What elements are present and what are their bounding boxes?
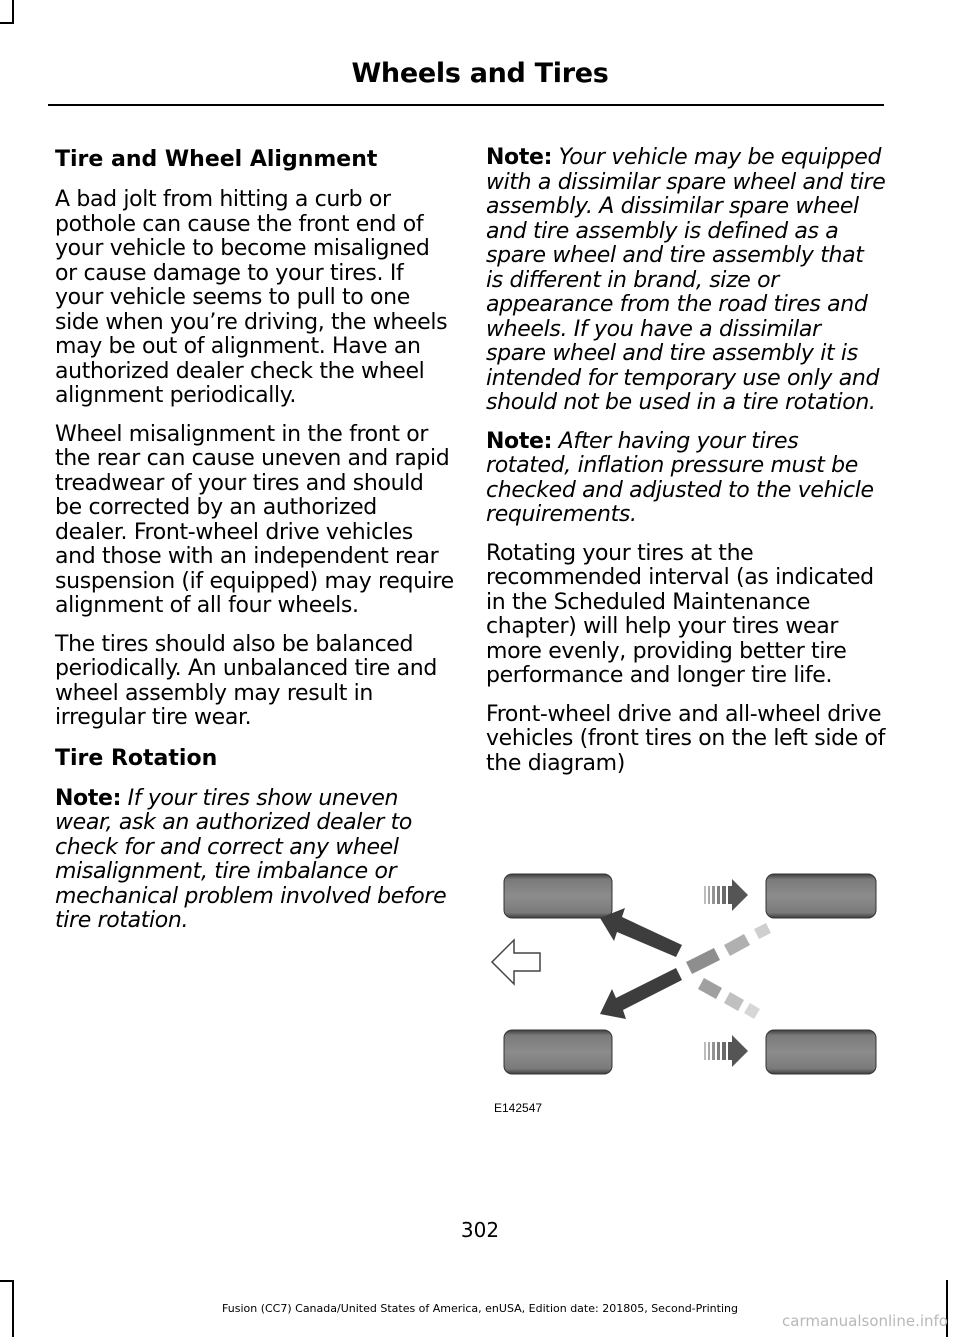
tire-rear-left <box>766 874 876 918</box>
note-text: Your vehicle may be equipped with a dissimilar spare wheel and tire assembly. A dissimilar spare wheel and tire assembly is defined as a spare wheel and tire assembly that is different in brand, size or appearance from the road tires and wheels. If you have a dissimilar spare wheel and tire assembly it is intended for temporary use only and should not be used in a tire rotation. <box>486 145 886 415</box>
rear-diagonal-dashes-icon <box>686 923 771 1019</box>
note <box>55 787 455 934</box>
note-lead: Note: <box>486 428 553 454</box>
tire-rotation-diagram <box>486 862 882 1120</box>
section-heading-alignment: Tire and Wheel Alignment <box>55 147 378 172</box>
note <box>486 430 886 528</box>
note-text: After having your tires rotated, inflation pressure must be checked and adjusted to the vehicle requirements. <box>486 428 874 527</box>
footer-edition: Fusion (CC7) Canada/United States of America, enUSA, Edition date: 201805, Second-Printing <box>222 1302 738 1315</box>
front-to-rear-arrow-icon <box>704 1035 748 1067</box>
figure-id: E142547 <box>494 1101 543 1115</box>
note-lead: Note: <box>486 145 553 170</box>
paragraph: Wheel misalignment in the front or the rear can cause uneven and rapid treadwear of your tires and should be corrected by an authorized dealer. Front-wheel drive vehicles and those with an independent rear suspension (if equipped) may require alignment of all four wheels. <box>55 421 454 618</box>
rear-to-front-cross-arrow-icon <box>600 908 682 1019</box>
paragraph: The tires should also be balanced periodically. An unbalanced tire and wheel assembly may result in irregular tire wear. <box>55 631 437 730</box>
crop-mark <box>0 1280 14 1282</box>
note-lead: Note: <box>55 785 122 811</box>
tire-rear-right <box>766 1030 876 1074</box>
right-column <box>486 146 886 790</box>
paragraph: Rotating your tires at the recommended interval (as indicated in the Scheduled Maintenance chapter) will help your tires wear more evenly, providing better tire performance and longer tire life. <box>486 540 874 688</box>
crop-mark <box>0 22 14 24</box>
note-text: If your tires show uneven wear, ask an authorized dealer to check for and correct any wheel misalignment, tire imbalance or mechanical problem involved before tire rotation. <box>55 785 447 933</box>
paragraph: Front-wheel drive and all-wheel drive vehicles (front tires on the left side of the diagram) <box>486 701 886 776</box>
watermark: carmanualsonline.info <box>782 1312 948 1330</box>
header-rule <box>48 104 884 106</box>
forward-direction-arrow-icon <box>492 940 540 984</box>
section-heading-rotation: Tire Rotation <box>55 745 218 771</box>
front-to-rear-arrow-icon <box>704 879 748 911</box>
left-column <box>55 146 455 948</box>
page-number: 302 <box>460 1218 500 1242</box>
tire-rotation-svg <box>486 862 882 1120</box>
tire-front-right <box>504 1030 612 1074</box>
tire-front-left <box>504 874 612 918</box>
page-title: Wheels and Tires <box>351 58 609 89</box>
paragraph: A bad jolt from hitting a curb or pothole can cause the front end of your vehicle to become misaligned or cause damage to your tires. If your vehicle seems to pull to one side when you’re driving, the wheels may be out of alignment. Have an authorized dealer check the wheel alignment periodically. <box>55 187 448 408</box>
crop-mark <box>12 0 14 22</box>
note <box>486 146 886 416</box>
